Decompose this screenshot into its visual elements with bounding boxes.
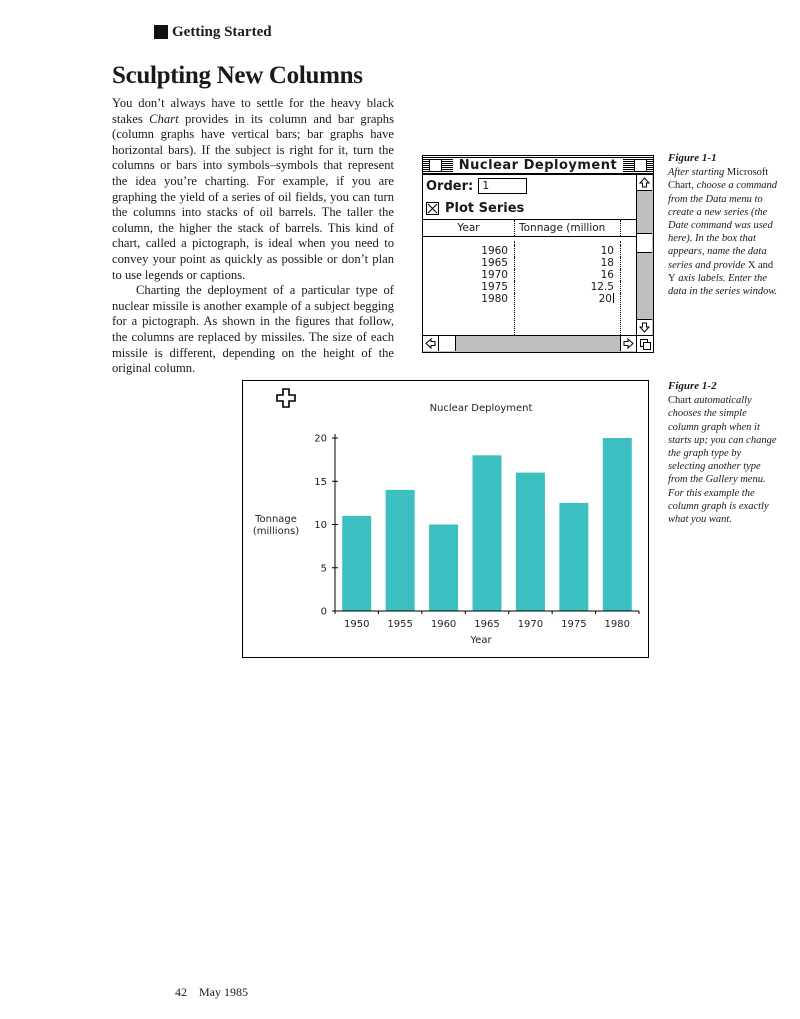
paragraph-1-start: You don’t always have to settle for the heavy black stakes (112, 96, 394, 126)
x-tick-label: 1950 (343, 619, 370, 630)
section-header (154, 22, 272, 42)
paragraph-1 (112, 96, 394, 283)
zoom-box-icon[interactable] (634, 159, 647, 172)
section-marker-square (154, 25, 168, 39)
issue-date: May 1985 (199, 985, 248, 999)
bar-1950 (342, 516, 371, 611)
paragraph-1-rest: provides in its column and bar graphs (column graphs have vertical bars; bar graphs have horizontal bars). If the subject is right for it, turn the columns or bars into symbols–symbols that represent the idea you’re charting. For example, if you are graphing the yield of a series of oil fields, you can turn the columns into stacks of oil barrels. The taller the column, the higher the stack of barrels. This kind of chart, called a pictograph, is ideal when you need to convey your point as quickly as possible or don’t plan to use legends or captions. (112, 111, 394, 282)
grow-box-icon[interactable] (636, 335, 653, 352)
horizontal-scroll-thumb[interactable] (439, 336, 456, 351)
grid-header-row (423, 220, 636, 237)
order-row (423, 175, 636, 197)
paragraph-2: Charting the deployment of a particular type of nuclear missile is another example of a subject begging for a pictograph. As shown in the figures that follow, the columns are replaced by missiles. The size of each missile is different, depending on the height of the original column. (112, 283, 394, 376)
cell-tonnage[interactable]: 10 (515, 245, 621, 257)
caption-1-text-b: choose a command from the Data menu to create a new series (the Date command was used here). In the box that appears, name the data series and provide (668, 180, 778, 271)
x-tick-label: 1980 (604, 619, 631, 630)
cell-year[interactable]: 1965 (423, 257, 515, 269)
window-titlebar[interactable] (423, 156, 653, 175)
x-tick-label: 1955 (387, 619, 413, 630)
x-tick-label: 1965 (474, 619, 500, 630)
y-axis-label-line-2: (millions) (252, 526, 300, 537)
column-header-tonnage: Tonnage (million (515, 220, 621, 236)
cell-tonnage[interactable]: 20 (515, 293, 621, 305)
grid-column-lines (423, 241, 621, 335)
arrow-up-icon[interactable] (637, 175, 652, 191)
window-content (423, 175, 636, 335)
bars-group (342, 438, 632, 611)
order-field[interactable]: 1 (478, 178, 527, 194)
y-tick-label: 20 (314, 433, 327, 445)
window-title: Nuclear Deployment (453, 158, 623, 173)
caption-1-axes: X and Y (668, 259, 774, 284)
y-tick-label: 0 (320, 606, 327, 618)
x-ticks-group (335, 611, 639, 630)
caption-2-product: Chart (668, 395, 692, 407)
series-window (422, 155, 654, 353)
figure-1-2-caption (668, 380, 780, 526)
move-cross-icon[interactable] (277, 389, 295, 407)
bar-1960 (429, 525, 458, 612)
cell-tonnage[interactable]: 18 (515, 257, 621, 269)
vertical-scroll-thumb[interactable] (637, 233, 652, 253)
cell-year[interactable]: 1975 (423, 281, 515, 293)
caption-1-text-c: axis labels. Enter the data in the series window. (668, 272, 778, 298)
cell-year[interactable]: 1980 (423, 293, 515, 305)
y-tick-label: 15 (314, 476, 327, 488)
plot-series-row[interactable] (423, 197, 636, 220)
page-footer (175, 985, 248, 1000)
y-tick-label: 10 (314, 520, 327, 531)
bar-1980 (603, 438, 632, 611)
y-tick-label: 5 (320, 563, 327, 575)
x-axis-label: Year (470, 635, 492, 646)
arrow-down-icon[interactable] (637, 319, 652, 335)
cell-year[interactable]: 1970 (423, 269, 515, 281)
cell-tonnage[interactable]: 16 (515, 269, 621, 281)
order-label: Order: (426, 178, 474, 194)
plot-series-label: Plot Series (445, 200, 525, 216)
x-tick-label: 1960 (430, 619, 457, 630)
bar-1955 (386, 490, 415, 611)
article-title: Sculpting New Columns (112, 62, 363, 89)
app-name-chart: Chart (149, 111, 179, 126)
figure-1-1-label: Figure 1-1 (668, 152, 717, 164)
column-chart (243, 381, 648, 657)
bar-1970 (516, 473, 545, 611)
data-grid (423, 220, 636, 335)
bar-1965 (473, 455, 502, 611)
bar-1975 (559, 503, 588, 611)
chart-window (242, 380, 649, 658)
horizontal-scrollbar[interactable] (423, 335, 636, 352)
figure-1-1-caption (668, 152, 780, 298)
cell-tonnage[interactable]: 12.5 (515, 281, 621, 293)
plot-series-checkbox[interactable] (426, 202, 439, 215)
arrow-left-icon[interactable] (423, 336, 439, 351)
column-header-year: Year (423, 220, 515, 236)
y-axis-label-line-1: Tonnage (255, 514, 297, 525)
caption-1-text-a: After starting (668, 167, 727, 179)
caption-2-text: automatically chooses the simple column graph when it starts up; you can change the graph type by selecting another type from the Gallery menu. For this example the column graph is exactly what you want. (668, 395, 777, 526)
page-number: 42 (175, 985, 187, 999)
close-box-icon[interactable] (429, 159, 442, 172)
x-tick-label: 1970 (517, 619, 544, 630)
section-label: Getting Started (172, 23, 272, 40)
y-ticks-group (314, 434, 338, 618)
x-tick-label: 1975 (561, 619, 587, 630)
arrow-right-icon[interactable] (620, 336, 636, 351)
y-axis-label (253, 514, 299, 537)
chart-title: Nuclear Deployment (429, 403, 533, 414)
article-body (112, 96, 394, 377)
vertical-scrollbar[interactable] (636, 175, 653, 335)
cell-year[interactable]: 1960 (423, 245, 515, 257)
figure-1-2-label: Figure 1-2 (668, 380, 717, 392)
caption-1-product: Microsoft Chart, (668, 167, 769, 192)
